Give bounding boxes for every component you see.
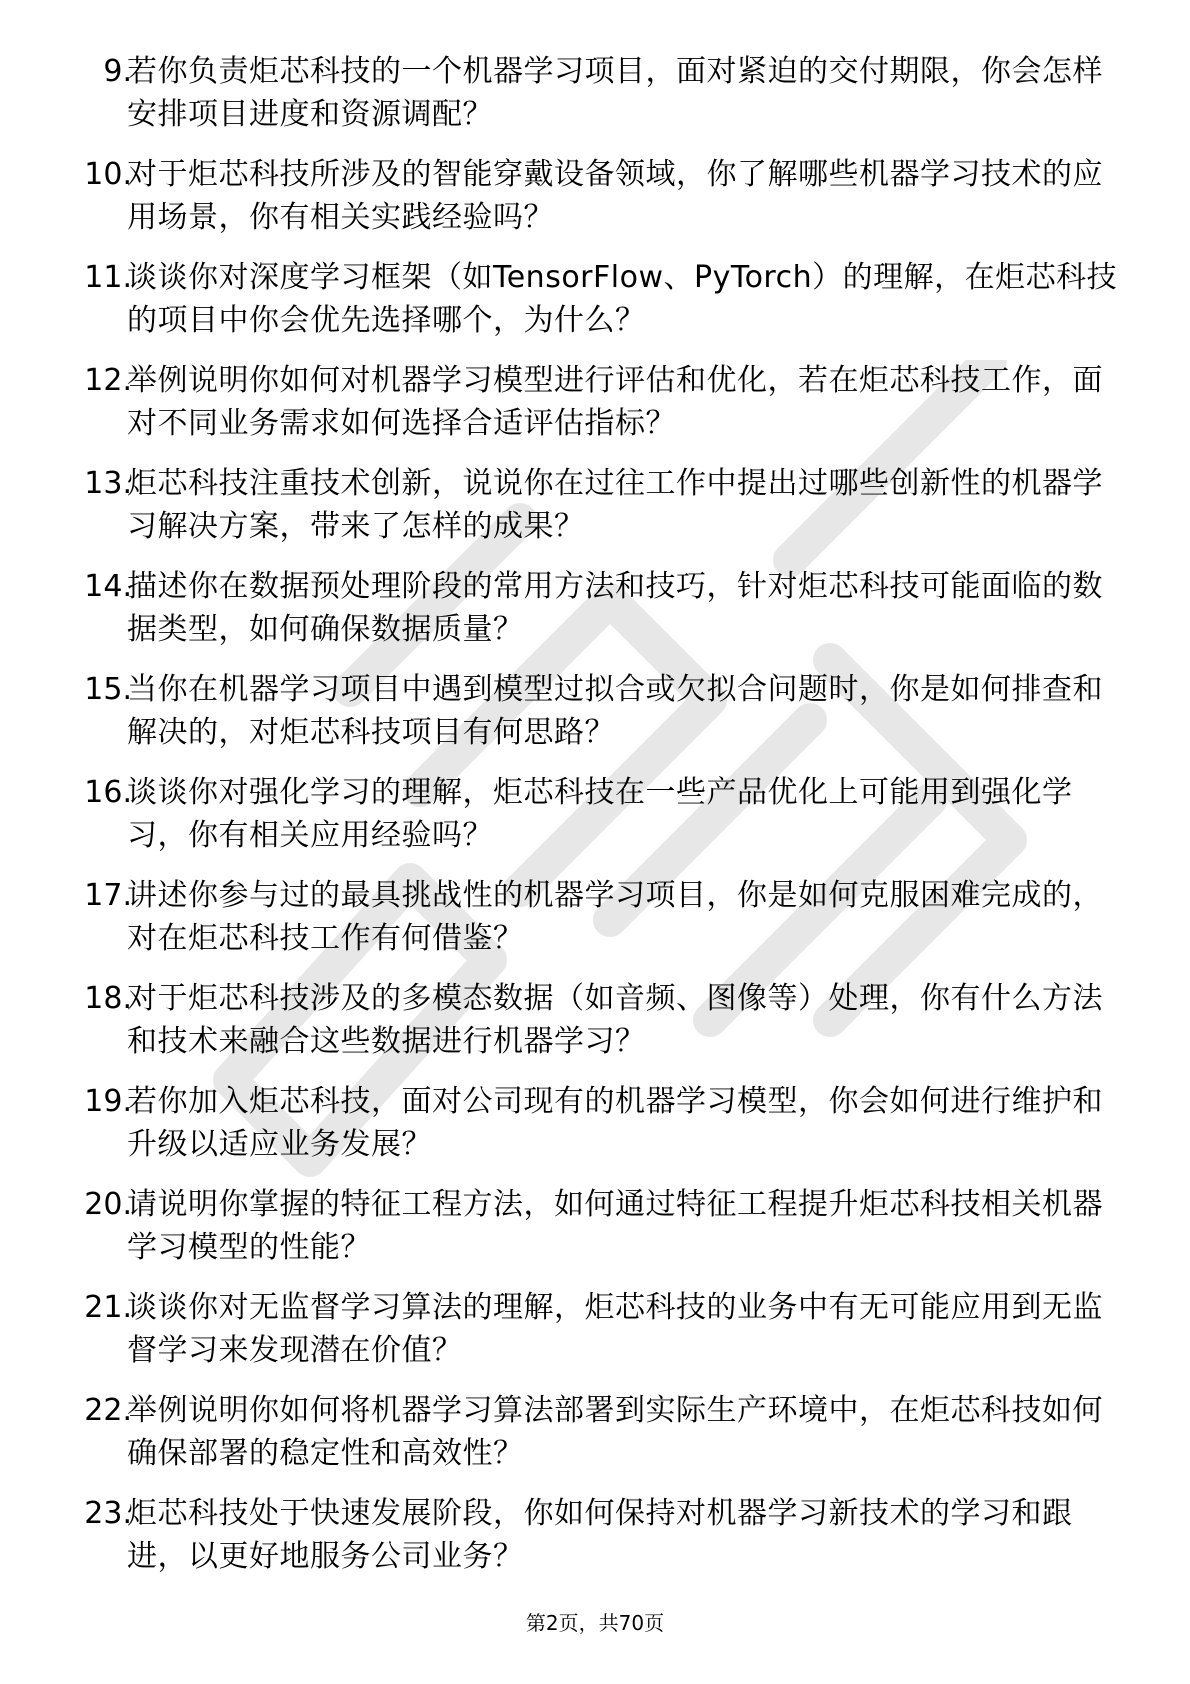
question-text: 炬芯科技处于快速发展阶段，你如何保持对机器学习新技术的学习和跟进，以更好地服务公司业务？: [127, 1496, 1073, 1574]
question-item: [0, 359, 1190, 462]
question-text: 当你在机器学习项目中遇到模型过拟合或欠拟合问题时，你是如何排查和解决的，对炬芯科技项目有何思路？: [127, 672, 1103, 750]
question-text: 谈谈你对深度学习框架（如TensorFlow、PyTorch）的理解，在炬芯科技的项目中你会优先选择哪个，为什么？: [127, 260, 1118, 338]
question-number: 22.: [84, 1393, 132, 1428]
question-item: [0, 50, 1190, 153]
question-number: 14.: [84, 569, 132, 604]
question-item: [0, 771, 1190, 874]
question-number: 18.: [84, 981, 132, 1016]
question-text: 举例说明你如何将机器学习算法部署到实际生产环境中，在炬芯科技如何确保部署的稳定性和高效性？: [127, 1393, 1103, 1471]
question-number: 17.: [84, 878, 132, 913]
question-item: [0, 256, 1190, 359]
page-number-footer: 第2页，共70页: [525, 1611, 665, 1635]
question-text: 请说明你掌握的特征工程方法，如何通过特征工程提升炬芯科技相关机器学习模型的性能？: [127, 1187, 1103, 1265]
question-item: [0, 153, 1190, 256]
question-number: 11.: [84, 260, 132, 295]
question-text: 若你加入炬芯科技，面对公司现有的机器学习模型，你会如何进行维护和升级以适应业务发展？: [127, 1084, 1103, 1162]
question-number: 20.: [84, 1187, 132, 1222]
question-number: 15.: [84, 672, 132, 707]
question-item: [0, 977, 1190, 1080]
question-item: [0, 668, 1190, 771]
question-text: 对于炬芯科技所涉及的智能穿戴设备领域，你了解哪些机器学习技术的应用场景，你有相关实践经验吗？: [127, 157, 1103, 235]
question-number: 21.: [84, 1290, 132, 1325]
question-text: 讲述你参与过的最具挑战性的机器学习项目，你是如何克服困难完成的，对在炬芯科技工作有何借鉴？: [127, 878, 1103, 956]
question-number: 23.: [84, 1496, 132, 1531]
question-item: [0, 1080, 1190, 1183]
question-number: 13.: [84, 466, 132, 501]
question-text: 描述你在数据预处理阶段的常用方法和技巧，针对炬芯科技可能面临的数据类型，如何确保数据质量？: [127, 569, 1103, 647]
question-number: 9.: [103, 54, 132, 89]
question-number: 19.: [84, 1084, 132, 1119]
question-text: 对于炬芯科技涉及的多模态数据（如音频、图像等）处理，你有什么方法和技术来融合这些数据进行机器学习？: [127, 981, 1103, 1059]
question-text: 举例说明你如何对机器学习模型进行评估和优化，若在炬芯科技工作，面对不同业务需求如何选择合适评估指标？: [127, 363, 1103, 441]
question-item: [0, 1492, 1190, 1595]
question-item: [0, 1389, 1190, 1492]
question-number: 12.: [84, 363, 132, 398]
question-number: 16.: [84, 775, 132, 810]
question-item: [0, 565, 1190, 668]
question-number: 10.: [84, 157, 132, 192]
question-list: [0, 50, 1190, 1595]
question-item: [0, 1183, 1190, 1286]
question-text: 谈谈你对无监督学习算法的理解，炬芯科技的业务中有无可能应用到无监督学习来发现潜在价值？: [127, 1290, 1103, 1368]
question-text: 若你负责炬芯科技的一个机器学习项目，面对紧迫的交付期限，你会怎样安排项目进度和资源调配？: [127, 54, 1103, 132]
question-text: 谈谈你对强化学习的理解，炬芯科技在一些产品优化上可能用到强化学习，你有相关应用经验吗？: [127, 775, 1073, 853]
question-item: [0, 874, 1190, 977]
question-item: [0, 1286, 1190, 1389]
question-item: [0, 462, 1190, 565]
question-text: 炬芯科技注重技术创新，说说你在过往工作中提出过哪些创新性的机器学习解决方案，带来了怎样的成果？: [127, 466, 1103, 544]
